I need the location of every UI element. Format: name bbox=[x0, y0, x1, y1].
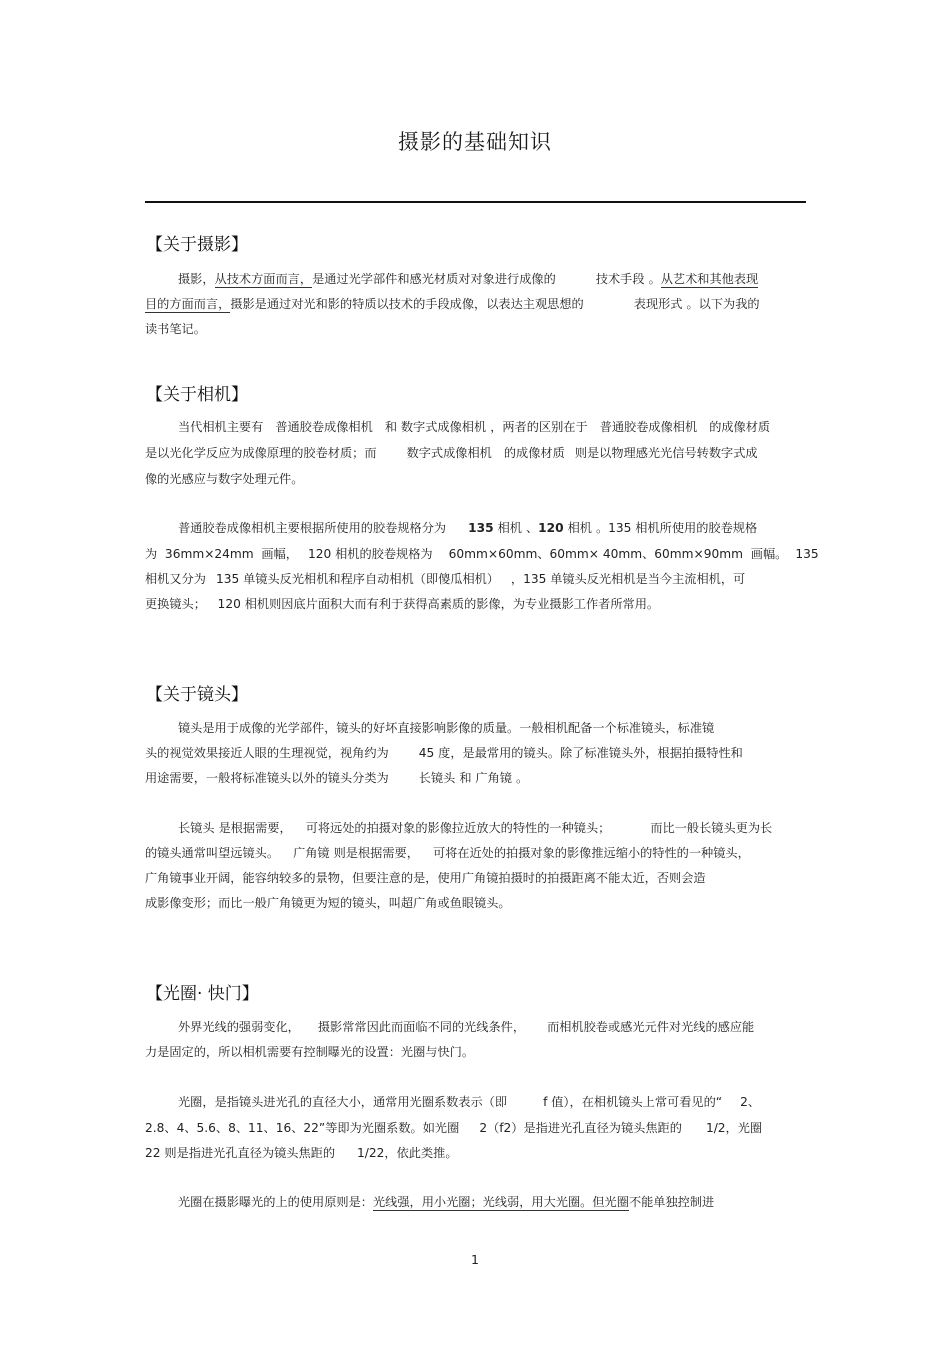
paragraph-line: 镜头是用于成像的光学部件，镜头的好坏直接影响影像的质量。一般相机配备一个标准镜头，标准镜 bbox=[178, 721, 715, 735]
paragraph-line: 为 36mm×24mm 画幅， 120 相机的胶卷规格为 60mm×60mm、60mm× 40mm、60mm×90mm 画幅。 135 bbox=[145, 547, 819, 561]
paragraph-line: 更换镜头； 120 相机则因底片面积大而有利于获得高素质的影像，为专业摄影工作者所常用。 bbox=[145, 597, 660, 611]
underlined-text: 从艺术和其他表现 bbox=[660, 272, 759, 286]
paragraph-line: 普通胶卷成像相机主要根据所使用的胶卷规格分为 135 相机 、120 相机 。135 相机所使用的胶卷规格 bbox=[178, 521, 758, 535]
underlined-text: 光线强，用小光圈；光线弱，用大光圈。但光圈 bbox=[373, 1195, 629, 1209]
paragraph-line: 广角镜事业开阔，能容纳较多的景物，但要注意的是，使用广角镜拍摄时的拍摄距离不能太近，否则会造 bbox=[145, 871, 706, 885]
title-divider bbox=[145, 201, 806, 203]
paragraph-line: 读书笔记。 bbox=[145, 322, 206, 336]
paragraph-line: 目的方面而言，摄影是通过对光和影的特质以技术的手段成像，以表达主观思想的 表现形式 。以下为我的 bbox=[145, 297, 760, 311]
paragraph-line: 力是固定的，所以相机需要有控制曝光的设置：光圈与快门。 bbox=[145, 1045, 475, 1059]
underlined-text: 目的方面而言， bbox=[145, 297, 231, 311]
paragraph-line: 长镜头 是根据需要， 可将远处的拍摄对象的影像拉近放大的特性的一种镜头； 而比一般长镜头更为长 bbox=[178, 821, 773, 835]
paragraph-line: 是以光化学反应为成像原理的胶卷材质；而 数字式成像相机 的成像材质 则是以物理感光光信号转数字式成 bbox=[145, 446, 758, 460]
page-number: 1 bbox=[471, 1252, 479, 1267]
paragraph-line: 22 则是指进光孔直径为镜头焦距的 1/22，依此类推。 bbox=[145, 1146, 458, 1160]
section-heading-aperture-shutter: 【光圈· 快门】 bbox=[146, 984, 259, 1004]
paragraph-line: 相机又分为 135 单镜头反光相机和程序自动相机（即傻瓜相机） ，135 单镜头反光相机是当今主流相机，可 bbox=[145, 572, 746, 586]
paragraph-line: 摄影，从技术方面而言，是通过光学部件和感光材质对对象进行成像的 技术手段 。从艺术和其他表现 bbox=[178, 272, 759, 286]
paragraph-line: 2.8、4、5.6、8、11、16、22”等即为光圈系数。如光圈 2（f2）是指进光孔直径为镜头焦距的 1/2，光圈 bbox=[145, 1121, 763, 1135]
paragraph-line: 成影像变形；而比一般广角镜更为短的镜头，叫超广角或鱼眼镜头。 bbox=[145, 896, 511, 910]
underlined-text: 从技术方面而言， bbox=[214, 272, 313, 286]
paragraph-line: 外界光线的强弱变化， 摄影常常因此而面临不同的光线条件， 而相机胶卷或感光元件对光线的感应能 bbox=[178, 1020, 755, 1034]
paragraph-line: 光圈，是指镜头进光孔的直径大小，通常用光圈系数表示（即 f 值），在相机镜头上常可看见的“ 2、 bbox=[178, 1095, 761, 1109]
section-heading-lens: 【关于镜头】 bbox=[146, 685, 248, 705]
page-title: 摄影的基础知识 bbox=[398, 130, 552, 154]
paragraph-line: 当代相机主要有 普通胶卷成像相机 和 数字式成像相机 ，两者的区别在于 普通胶卷成像相机 的成像材质 bbox=[178, 420, 771, 434]
paragraph-line: 用途需要，一般将标准镜头以外的镜头分类为 长镜头 和 广角镜 。 bbox=[145, 771, 529, 785]
paragraph-line: 像的光感应与数字处理元件。 bbox=[145, 472, 304, 486]
paragraph-line: 光圈在摄影曝光的上的使用原则是：光线强，用小光圈；光线弱，用大光圈。但光圈不能单独控制进 bbox=[178, 1195, 715, 1209]
section-heading-camera: 【关于相机】 bbox=[146, 385, 248, 405]
paragraph-line: 头的视觉效果接近人眼的生理视觉，视角约为 45 度，是最常用的镜头。除了标准镜头外，根据拍摄特性和 bbox=[145, 746, 743, 760]
section-heading-photography: 【关于摄影】 bbox=[146, 235, 248, 255]
paragraph-line: 的镜头通常叫望远镜头。 广角镜 则是根据需要， 可将在近处的拍摄对象的影像推远缩小的特性的一种镜头， bbox=[145, 846, 750, 860]
